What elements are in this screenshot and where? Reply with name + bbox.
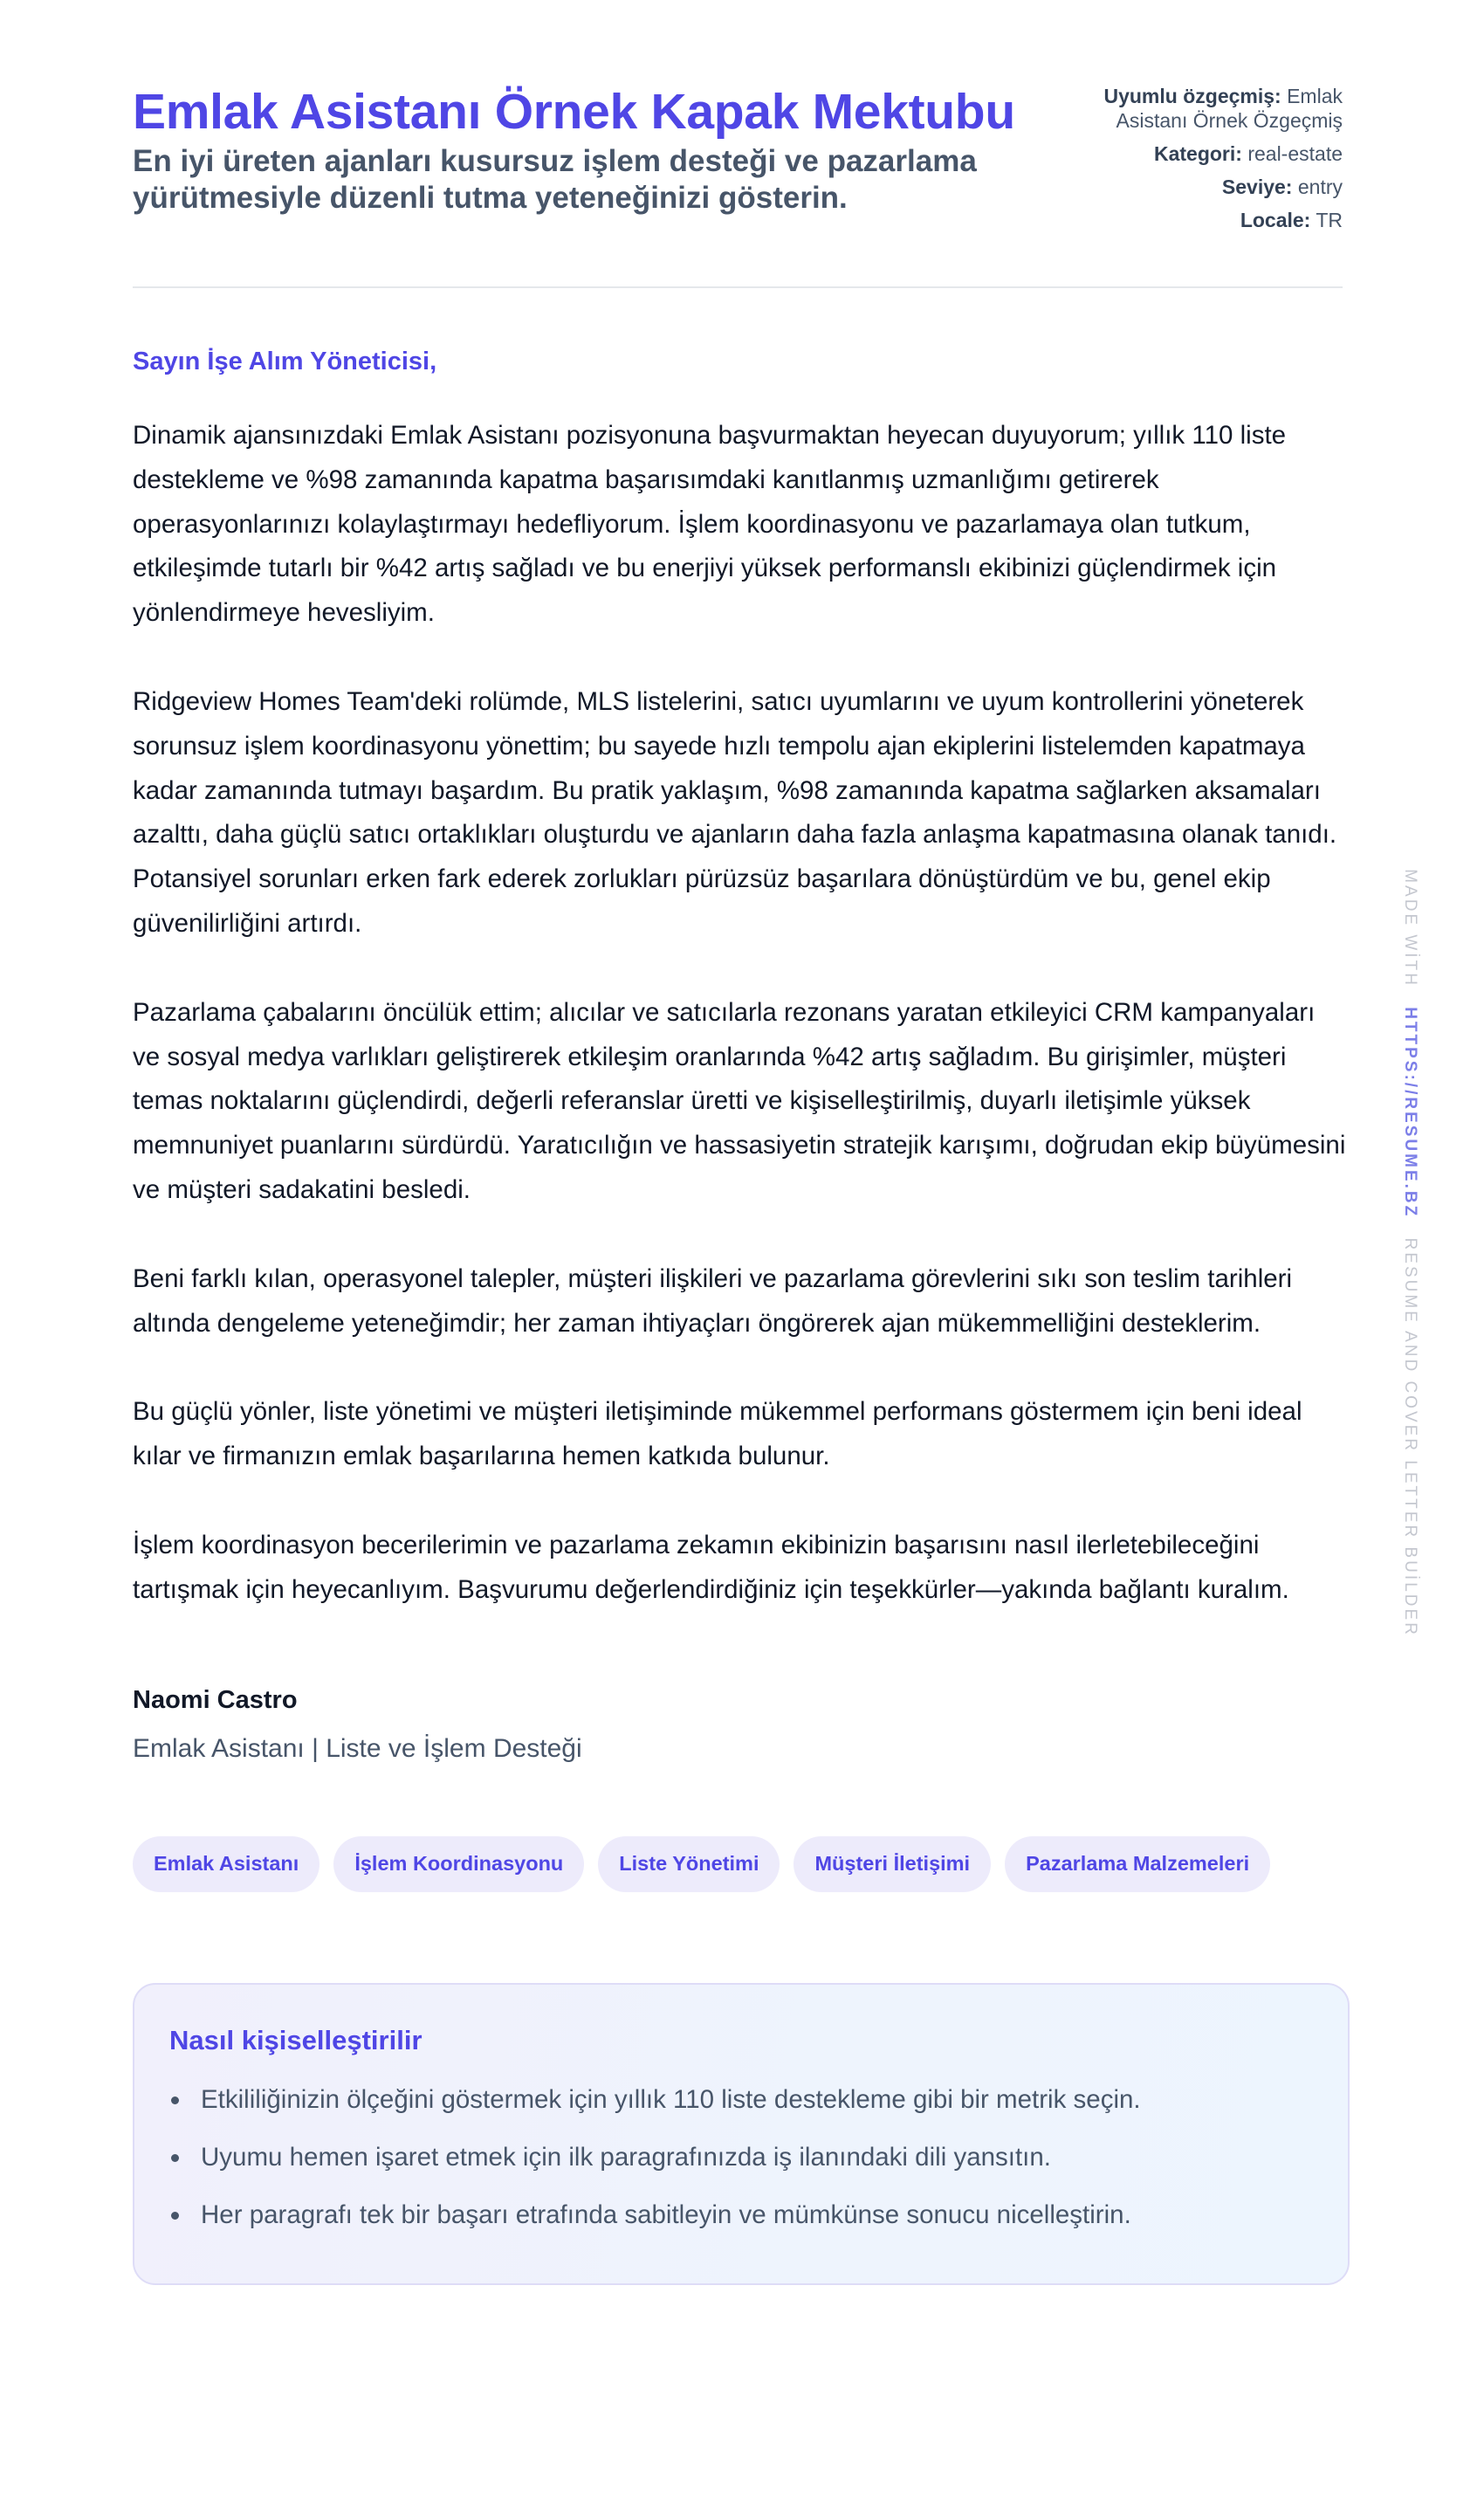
page-title: Emlak Asistanı Örnek Kapak Mektubu (133, 84, 1015, 140)
bullet-icon (171, 2212, 179, 2220)
tip-item (169, 2198, 1313, 2233)
signature-block (133, 1683, 1343, 1766)
meta-category-value: real-estate (1247, 142, 1343, 165)
letter-body (133, 414, 1346, 1613)
tip-text: Etkililiğinizin ölçeğini göstermek için yıllık 110 liste destekleme gibi bir metrik seçin. (201, 2084, 1141, 2114)
banner-suffix: RESUME AND COVER LETTER BUİLDER (1401, 1237, 1419, 1637)
letter-paragraph: Ridgeview Homes Team'deki rolümde, MLS listelerini, satıcı uyumlarını ve uyum kontrollerini yöneterek sorunsuz işlem koordinasyonu yönettim; bu sayede hızlı tempolu ajan ekiplerini listelemden kapatmaya kadar zamanında tutmayı başardım. Bu pratik yaklaşım, %98 zamanında kapatma sağlarken aksamaları azalttı, daha güçlü satıcı ortaklıkları oluşturdu ve ajanların daha fazla anlaşma kapatmasına olanak tanıdı. Potansiyel sorunları erken fark ederek zorlukları pürüzsüz başarılara dönüştürdüm ve bu, genel ekip güvenilirliğini artırdı. (133, 686, 1337, 938)
letter-content (133, 344, 1346, 1766)
resume-bz-link[interactable]: HTTPS://RESUME.BZ (1401, 1007, 1419, 1219)
banner-prefix: MADE WİTH (1401, 869, 1419, 988)
header-title-block (133, 80, 1049, 217)
signature-name: Naomi Castro (133, 1685, 298, 1714)
bullet-icon (171, 2096, 179, 2104)
meta-level-label: Seviye: (1221, 176, 1293, 198)
tag-musteri-iletisimi[interactable]: Müşteri İletişimi (794, 1836, 991, 1892)
meta-level (1055, 175, 1343, 199)
made-with-banner (1400, 869, 1419, 1637)
meta-category-label: Kategori: (1153, 142, 1242, 165)
letter-paragraph: İşlem koordinasyon becerilerimin ve pazarlama zekamın ekibinizin başarısını nasıl ilerletebileceğini tartışmak için heyecanlıyım. Başvurumu değerlendirdiğiniz için teşekkürler—yakında bağlantı kuralım. (133, 1530, 1289, 1604)
tag-liste-yonetimi[interactable]: Liste Yönetimi (598, 1836, 780, 1892)
header-divider (133, 286, 1343, 288)
tip-item (169, 2083, 1313, 2117)
meta-resume (1055, 84, 1343, 133)
meta-info (1055, 80, 1343, 241)
tip-text: Her paragrafı tek bir başarı etrafında sabitleyin ve mümkünse sonucu nicelleştirin. (201, 2200, 1131, 2229)
meta-category (1055, 141, 1343, 166)
bullet-icon (171, 2154, 179, 2162)
tag-islem-koordinasyonu[interactable]: İşlem Koordinasyonu (333, 1836, 584, 1892)
tag-list (133, 1836, 1343, 1892)
meta-level-value: entry (1297, 176, 1343, 198)
tag-pazarlama-malzemeleri[interactable]: Pazarlama Malzemeleri (1005, 1836, 1270, 1892)
letter-paragraph: Bu güçlü yönler, liste yönetimi ve müşteri iletişiminde mükemmel performans göstermem için beni ideal kılar ve firmanızın emlak başarılarına hemen katkıda bulunur. (133, 1397, 1302, 1471)
letter-greeting: Sayın İşe Alım Yöneticisi, (133, 348, 437, 375)
tip-item (169, 2140, 1313, 2175)
letter-paragraph: Dinamik ajansınızdaki Emlak Asistanı pozisyonuna başvurmaktan heyecan duyuyorum; yıllık 110 liste destekleme ve %98 zamanında kapatma başarısımdaki kanıtlanmış uzmanlığımı getirerek operasyonlarınızı kolaylaştırmayı hedefliyorum. İşlem koordinasyonu ve pazarlamaya olan tutkum, etkileşimde tutarlı bir %42 artış sağladı ve bu enerjiyi yüksek performanslı ekibinizi güçlendirmek için yönlendirmeye hevesliyim. (133, 421, 1287, 628)
meta-resume-label: Uyumlu özgeçmiş: (1103, 85, 1281, 107)
meta-locale (1055, 208, 1343, 232)
meta-locale-value: TR (1316, 209, 1343, 231)
page-header (133, 80, 1343, 241)
tag-emlak-asistani[interactable]: Emlak Asistanı (133, 1836, 319, 1892)
tips-list (169, 2083, 1313, 2233)
meta-resume-value[interactable]: Emlak Asistanı Örnek Özgeçmiş (1116, 85, 1343, 132)
tip-text: Uyumu hemen işaret etmek için ilk paragrafınızda iş ilanındaki dili yansıtın. (201, 2142, 1051, 2172)
page-subtitle: En iyi üreten ajanları kusursuz işlem desteği ve pazarlama yürütmesiyle düzenli tutma yeteneğinizi gösterin. (133, 144, 977, 215)
personalization-tips (133, 1983, 1350, 2285)
meta-locale-label: Locale: (1240, 209, 1311, 231)
tips-title: Nasıl kişiselleştirilir (169, 2024, 423, 2055)
letter-paragraph: Beni farklı kılan, operasyonel talepler, müşteri ilişkileri ve pazarlama görevlerini sıkı son teslim tarihleri altında dengeleme yeteneğimdir; her zaman ihtiyaçları öngörerek ajan mükemmelliğini desteklerim. (133, 1263, 1293, 1338)
letter-paragraph: Pazarlama çabalarını öncülük ettim; alıcılar ve satıcılarla rezonans yaratan etkileyici CRM kampanyaları ve sosyal medya varlıkları geliştirerek etkileşim oranlarında %42 artış sağladım. Bu girişimler, müşteri temas noktalarını güçlendirdi, değerli referanslar üretti ve kişiselleştirilmiş, duyarlı iletişimle yüksek memnuniyet puanlarını sürdürdü. Yaratıcılığın ve hassasiyetin stratejik karışımı, doğrudan ekip büyümesini ve müşteri sadakatini besledi. (133, 997, 1346, 1204)
signature-title: Emlak Asistanı | Liste ve İşlem Desteği (133, 1733, 582, 1763)
